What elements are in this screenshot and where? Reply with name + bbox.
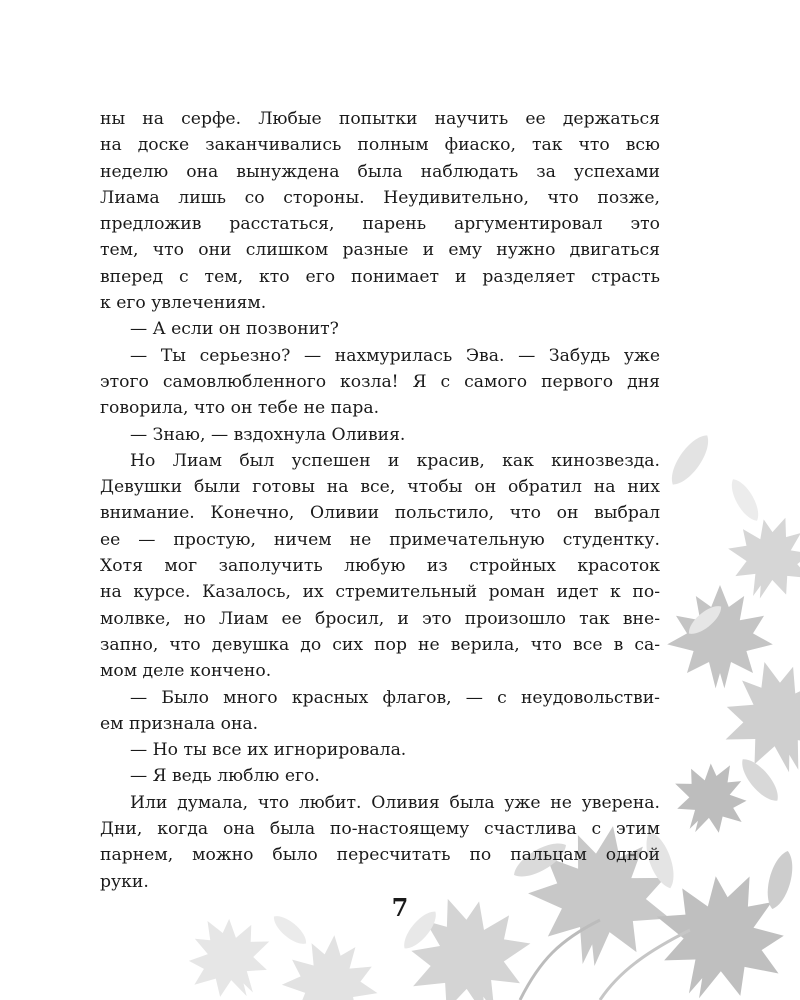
page-number: 7: [391, 893, 409, 922]
text-line: Лиама лишь со стороны. Неудивительно, что позже,: [100, 187, 660, 208]
text-line: на доске заканчивались полным фиаско, так что всю: [100, 135, 660, 156]
text-line: тем, что они слишком разные и ему нужно двигаться: [100, 240, 660, 261]
text-line: ем признала она.: [100, 713, 259, 734]
text-line: вперед с тем, кто его понимает и разделяет страсть: [100, 266, 660, 287]
text-line: Или думала, что любит. Оливия была уже не уверена.: [130, 792, 660, 813]
dialogue-line: — Знаю, — вздохнула Оливия.: [130, 424, 406, 445]
dialogue-line: — Но ты все их игнорировала.: [130, 740, 407, 761]
text-line: к его увлечениям.: [100, 293, 267, 314]
dialogue-line: — Было много красных флагов, — с неудовольстви-: [130, 687, 660, 708]
dialogue-line: — Я ведь люблю его.: [130, 766, 320, 787]
text-line: на курсе. Казалось, их стремительный роман идет к по-: [100, 582, 660, 603]
text-line: руки.: [100, 871, 149, 892]
text-line: Девушки были готовы на все, чтобы он обратил на них: [100, 477, 660, 498]
text-line: ее — простую, ничем не примечательную студентку.: [100, 529, 660, 550]
text-line: молвке, но Лиам ее бросил, и это произошло так вне-: [100, 608, 660, 629]
text-line: парнем, можно было пересчитать по пальцам одной: [100, 845, 660, 866]
text-line: внимание. Конечно, Оливии польстило, что он выбрал: [100, 503, 660, 524]
text-line: ны на серфе. Любые попытки научить ее держаться: [100, 109, 660, 129]
text-line: мом деле кончено.: [100, 661, 272, 682]
text-line: этого самовлюбленного козла! Я с самого первого дня: [100, 371, 660, 392]
leaf-cluster-right: [659, 429, 800, 849]
text-line: Дни, когда она была по-настоящему счастлива с этим: [100, 819, 660, 840]
text-line: запно, что девушка до сих пор не верила, что все в са-: [100, 634, 660, 655]
dialogue-line: — Ты серьезно? — нахмурилась Эва. — Забудь уже: [130, 345, 660, 366]
text-line: неделю она вынуждена была наблюдать за успехами: [100, 161, 660, 182]
text-line: предложив расстаться, парень аргументировал это: [100, 214, 660, 235]
dialogue-line: — А если он позвонит?: [130, 319, 339, 340]
text-line: Но Лиам был успешен и красив, как кинозвезда.: [130, 450, 660, 471]
text-line: говорила, что он тебе не пара.: [100, 398, 380, 419]
body-text: [100, 106, 660, 895]
text-line: Хотя мог заполучить любую из стройных красоток: [100, 556, 660, 577]
